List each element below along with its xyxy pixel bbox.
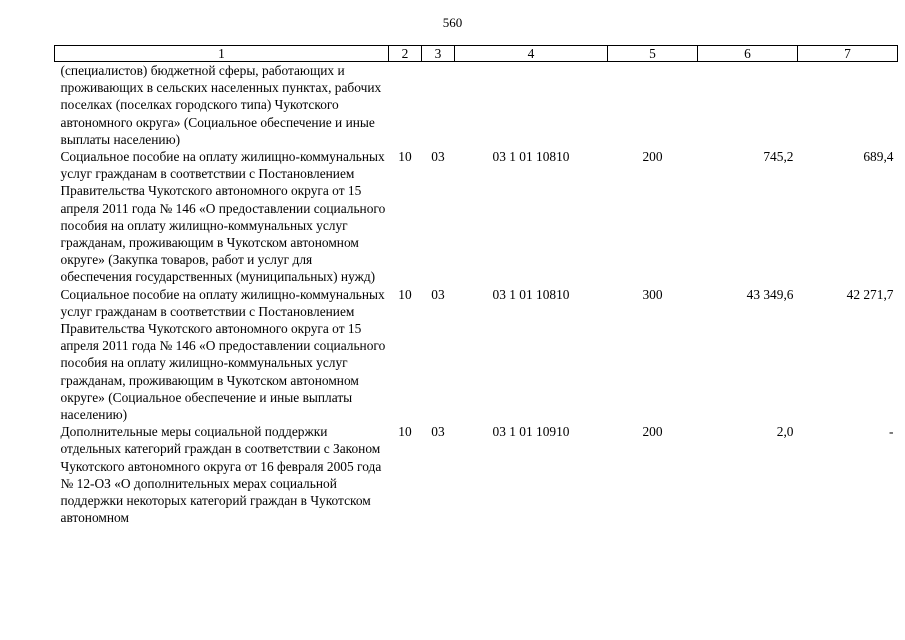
amount-col6-cell: 745,2 xyxy=(763,149,794,165)
row-name-cell: Социальное пособие на оплату жилищно-коммунальных услуг гражданам в соответствии с Постановлением Правительства Чукотского автономного округа от 15 апреля 2011 года № 146 «О предоставлении социального пособия на оплату жилищно-коммунальных услуг гражданам, проживающим в Чукотском автономном округе» (Социальное обеспечение и иные выплаты населению) xyxy=(60,286,386,423)
subsection-code-cell: 03 xyxy=(431,424,445,440)
section-code-cell: 10 xyxy=(398,424,412,440)
section-code-cell xyxy=(389,62,422,149)
expense-type-cell: 300 xyxy=(642,286,663,302)
page-number: 560 xyxy=(442,15,463,30)
column-header-3: 3 xyxy=(422,46,455,62)
expense-type-cell: 200 xyxy=(642,424,663,440)
section-code-cell: 10 xyxy=(398,149,412,165)
table-body xyxy=(55,62,898,527)
row-name-cell: Дополнительные меры социальной поддержки отдельных категорий граждан в соответствии с Законом Чукотского автономного округа от 16 февраля 2005 года № 12-ОЗ «О дополнительных мерах социальной поддержки некоторых категорий граждан в Чукотском автономном xyxy=(60,424,382,526)
table-header xyxy=(55,46,898,62)
expense-type-cell xyxy=(608,62,698,149)
row-name-cell: (специалистов) бюджетной сферы, работающих и проживающих в сельских населенных пунктах, рабочих поселках (поселках городского типа) Чукотского автономного округа» (Социальное обеспечение и иные выплаты населению) xyxy=(60,63,382,147)
column-header-5: 5 xyxy=(608,46,698,62)
column-header-1: 1 xyxy=(55,46,389,62)
budget-table xyxy=(54,45,898,526)
amount-col6-cell: 2,0 xyxy=(776,424,794,440)
subsection-code-cell xyxy=(422,62,455,149)
amount-col7-cell: - xyxy=(889,424,894,440)
amount-col7-cell: 42 271,7 xyxy=(846,286,894,302)
table-row xyxy=(55,62,898,149)
table-row xyxy=(55,423,898,526)
column-header-4: 4 xyxy=(455,46,608,62)
section-code-cell: 10 xyxy=(398,286,412,302)
amount-col6-cell: 43 349,6 xyxy=(746,286,794,302)
target-article-cell: 03 1 01 10910 xyxy=(492,424,570,440)
table-row xyxy=(55,286,898,424)
target-article-cell xyxy=(455,62,608,149)
table-row xyxy=(55,148,898,286)
expense-type-cell: 200 xyxy=(642,149,663,165)
subsection-code-cell: 03 xyxy=(431,286,445,302)
amount-col7-cell xyxy=(798,62,898,149)
amount-col7-cell: 689,4 xyxy=(863,149,894,165)
column-header-2: 2 xyxy=(389,46,422,62)
target-article-cell: 03 1 01 10810 xyxy=(492,286,570,302)
target-article-cell: 03 1 01 10810 xyxy=(492,149,570,165)
column-header-6: 6 xyxy=(698,46,798,62)
row-name-cell: Социальное пособие на оплату жилищно-коммунальных услуг гражданам в соответствии с Постановлением Правительства Чукотского автономного округа от 15 апреля 2011 года № 146 «О предоставлении социального пособия на оплату жилищно-коммунальных услуг гражданам, проживающим в Чукотском автономном округе» (Закупка товаров, работ и услуг для обеспечения государственных (муниципальных) нужд) xyxy=(60,149,386,285)
amount-col6-cell xyxy=(698,62,798,149)
subsection-code-cell: 03 xyxy=(431,149,445,165)
column-header-7: 7 xyxy=(798,46,898,62)
header-row xyxy=(55,46,898,62)
